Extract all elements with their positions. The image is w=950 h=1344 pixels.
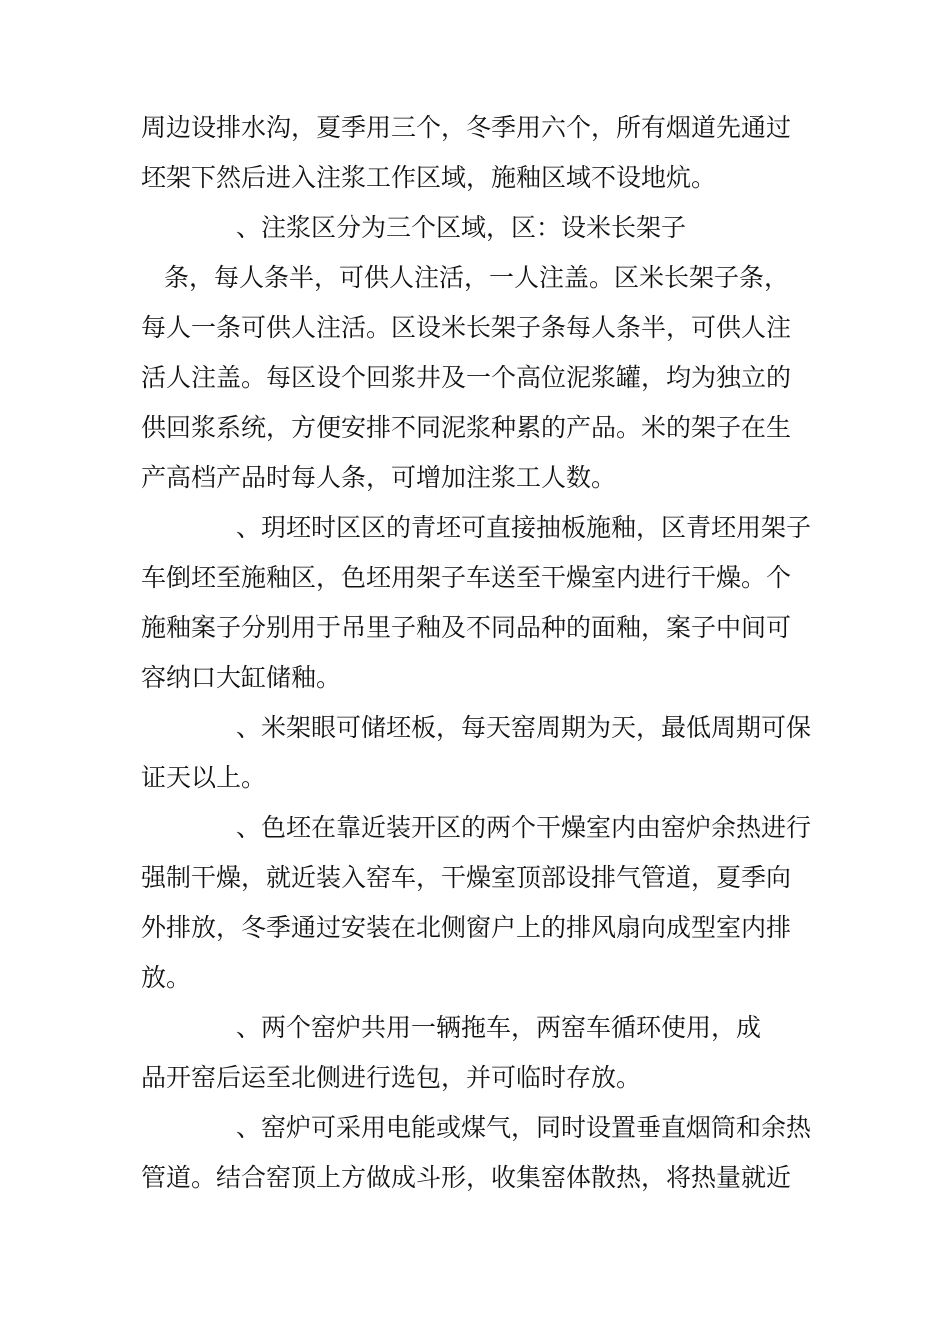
paragraph-start-line: 、两个窑炉共用一辆拖车，两窑车循环使用，成 bbox=[236, 1013, 762, 1042]
text-line: 强制干燥，就近装入窑车，干燥室顶部设排气管道，夏季向 bbox=[141, 863, 792, 892]
text-line: 产高档产品时每人条，可增加注浆工人数。 bbox=[141, 463, 617, 492]
paragraph-start-line: 、注浆区分为三个区域，区：设米长架子 bbox=[236, 213, 687, 242]
paragraph-start-line: 、米架眼可储坯板，每天窑周期为天，最低周期可保 bbox=[236, 713, 812, 742]
text-line: 活人注盖。每区设个回浆井及一个高位泥浆罐，均为独立的 bbox=[141, 363, 792, 392]
text-line: 管道。结合窑顶上方做成斗形，收集窑体散热，将热量就近 bbox=[141, 1163, 792, 1192]
text-line: 车倒坯至施釉区，色坯用架子车送至干燥室内进行干燥。个 bbox=[141, 563, 792, 592]
text-line: 品开窑后运至北侧进行选包，并可临时存放。 bbox=[141, 1063, 642, 1092]
text-line: 坯架下然后进入注浆工作区域，施釉区域不设地炕。 bbox=[141, 163, 717, 192]
text-line: 供回浆系统，方便安排不同泥浆种累的产品。米的架子在生 bbox=[141, 413, 792, 442]
text-line: 施釉案子分别用于吊里子釉及不同品种的面釉，案子中间可 bbox=[141, 613, 792, 642]
text-line: 容纳口大缸储釉。 bbox=[141, 663, 342, 692]
text-line: 放。 bbox=[141, 963, 192, 992]
paragraph-start-line: 、色坯在靠近装开区的两个干燥室内由窑炉余热进行 bbox=[236, 813, 812, 842]
text-line: 周边设排水沟，夏季用三个，冬季用六个，所有烟道先通过 bbox=[141, 113, 792, 142]
text-line: 条，每人条半，可供人注活，一人注盖。区米长架子条， bbox=[164, 263, 790, 292]
text-line: 外排放，冬季通过安装在北侧窗户上的排风扇向成型室内排 bbox=[141, 913, 792, 942]
text-line: 证天以上。 bbox=[141, 763, 267, 792]
paragraph-start-line: 、窑炉可采用电能或煤气，同时设置垂直烟筒和余热 bbox=[236, 1113, 812, 1142]
paragraph-start-line: 、玥坯时区区的青坯可直接抽板施釉，区青坯用架子 bbox=[236, 513, 812, 542]
text-line: 每人一条可供人注活。区设米长架子条每人条半，可供人注 bbox=[141, 313, 792, 342]
